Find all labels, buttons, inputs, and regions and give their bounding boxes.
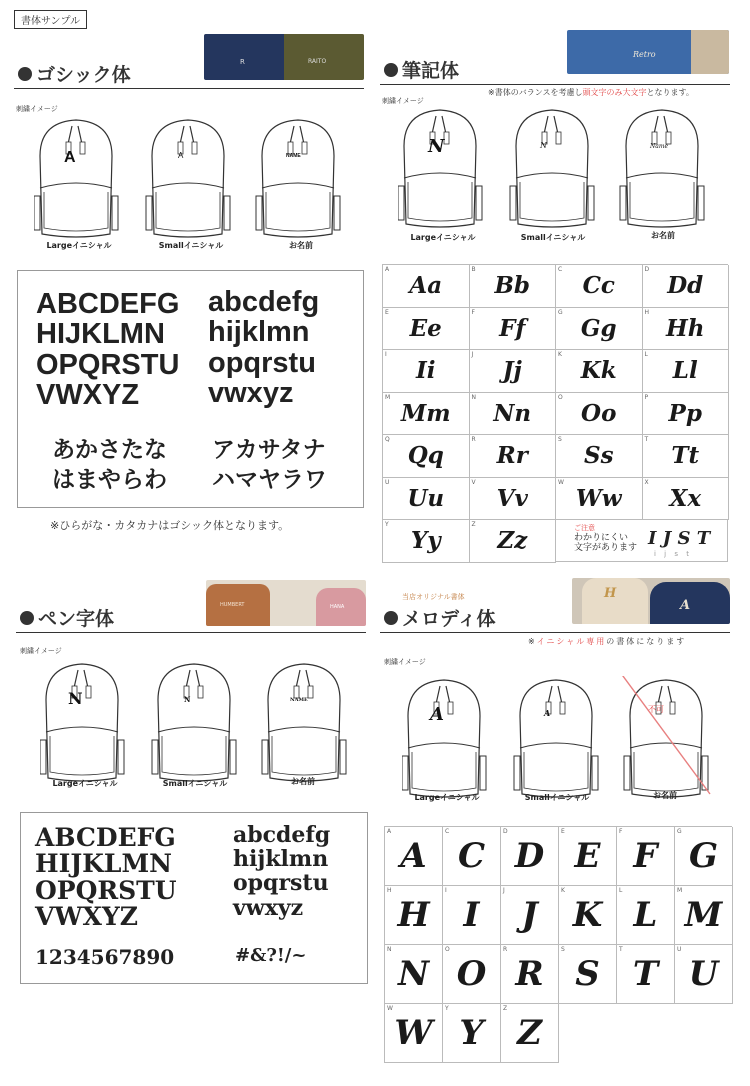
melody-cell-glyph: J — [521, 895, 538, 935]
gothic-line: abcdefg — [208, 286, 320, 318]
script-grid — [382, 264, 728, 563]
melody-cell-key: K — [561, 887, 565, 894]
script-cell-o — [556, 393, 643, 436]
gothic-note: ※ひらがな・カタカナはゴシック体となります。 — [50, 519, 290, 532]
backpack-name — [262, 664, 346, 781]
melody-cell-w — [385, 1004, 443, 1063]
gothic-photo — [204, 34, 364, 80]
melody-photo-text-2: A — [680, 598, 691, 613]
melody-cell-key: N — [387, 946, 392, 953]
script-cell-glyph: Tt — [671, 442, 700, 470]
script-cell-x — [643, 478, 730, 521]
melody-embroidery-label: 刺繍イメージ — [384, 658, 426, 666]
script-cell-key: B — [471, 266, 476, 273]
melody-cell-key: J — [503, 887, 505, 894]
script-cell-c — [556, 265, 643, 308]
script-cell-k — [556, 350, 643, 393]
gothic-kana-line: あかさたな — [52, 436, 167, 462]
melody-cell-u — [675, 945, 733, 1004]
melody-cell-f — [617, 827, 675, 886]
script-cell-h — [643, 308, 730, 351]
script-cell-m — [383, 393, 470, 436]
script-cell-n — [470, 393, 557, 436]
script-embroidery-label: 刺繍イメージ — [382, 97, 424, 105]
script-cell-key: W — [558, 478, 564, 486]
script-backpacks — [398, 106, 728, 236]
script-cell-key: S — [558, 436, 562, 443]
melody-cell-glyph: W — [394, 1013, 433, 1053]
melody-cell-t — [617, 945, 675, 1004]
script-cell-r — [470, 435, 557, 478]
script-cell-key: Q — [385, 436, 390, 443]
melody-cell-key: M — [677, 887, 683, 894]
backpack-small — [510, 110, 594, 227]
pen-line: HIJKLMN — [35, 849, 172, 879]
melody-cell-a — [385, 827, 443, 886]
melody-cell-key: Y — [445, 1005, 449, 1012]
script-cell-key: H — [644, 308, 650, 316]
melody-label-small: Smallイニシャル — [524, 793, 590, 802]
script-cell-glyph: Uu — [407, 484, 445, 512]
script-cell-glyph: Mm — [400, 399, 451, 427]
melody-cell-glyph: Z — [517, 1013, 542, 1053]
melody-cell-glyph: O — [456, 954, 487, 994]
gothic-label-name: お名前 — [289, 241, 313, 250]
pen-title: ペン字体 — [20, 604, 114, 631]
melody-cell-key: H — [387, 887, 392, 894]
script-photo — [567, 30, 729, 74]
script-cell-glyph: Ww — [575, 484, 622, 512]
script-cell-glyph: Dd — [667, 272, 704, 300]
melody-cell-key: A — [387, 828, 392, 835]
bp-small-initial: N — [540, 141, 547, 150]
script-cell-key: C — [558, 266, 563, 273]
script-cell-key: A — [385, 266, 390, 273]
melody-cell-glyph: N — [397, 954, 430, 994]
gothic-rule — [14, 88, 364, 89]
melody-cell-e — [559, 827, 617, 886]
confusing-caps: I J S T — [648, 528, 711, 549]
bp-name: NAME — [286, 153, 301, 159]
script-cell-glyph: Xx — [669, 484, 702, 512]
script-cell-glyph: Jj — [502, 357, 522, 385]
script-cell-key: K — [558, 351, 562, 358]
script-cell-glyph: Bb — [494, 272, 531, 300]
script-cell-f — [470, 308, 557, 351]
melody-cell-glyph: L — [633, 895, 658, 935]
melody-cell-glyph: M — [684, 895, 723, 935]
script-cell-t — [643, 435, 730, 478]
script-cell-y — [383, 520, 470, 563]
melody-cell-key: T — [619, 946, 623, 953]
melody-cell-key: W — [387, 1005, 393, 1012]
melody-cell-key: E — [561, 828, 565, 835]
melody-cell-key: U — [677, 946, 682, 953]
bp-small-initial: N — [184, 695, 191, 704]
script-cell-key: J — [471, 351, 474, 358]
melody-cell-key: C — [445, 828, 450, 835]
gothic-kana-line: ハマヤラワ — [212, 465, 327, 492]
gothic-kana-line: はまやらわ — [52, 465, 167, 492]
pen-photo-text-1: HUMBERT — [220, 602, 245, 608]
backpack-large — [402, 680, 486, 797]
bp-name: NAME — [290, 697, 308, 703]
pen-lower — [233, 823, 330, 920]
script-cell-key: M — [385, 393, 391, 401]
melody-cell-key: O — [445, 946, 450, 953]
script-cell-key: P — [644, 393, 649, 401]
script-cell-glyph: Kk — [580, 357, 617, 385]
script-cell-glyph: Vv — [496, 484, 528, 512]
pen-upper — [35, 825, 177, 930]
attention-title: ご注意 — [574, 524, 595, 532]
pen-photo-text-2: HANA — [330, 604, 345, 610]
backpack-name — [256, 120, 340, 237]
script-cell-b — [470, 265, 557, 308]
script-title: 筆記体 — [384, 56, 459, 83]
script-cell-w — [556, 478, 643, 521]
script-label-large: Largeイニシャル — [410, 233, 476, 242]
melody-cell-key: L — [619, 887, 623, 894]
attention-line: わかりにくい — [574, 533, 629, 543]
pen-label-small: Smallイニシャル — [162, 779, 228, 788]
script-cell-key: Y — [385, 521, 389, 528]
melody-cell-glyph: A — [400, 836, 427, 876]
melody-backpacks — [402, 676, 732, 806]
script-cell-d — [643, 265, 730, 308]
pen-digits: 1234567890 — [35, 945, 175, 969]
melody-cell-key: S — [561, 946, 565, 953]
backpack-name — [624, 680, 708, 797]
gothic-hiragana — [52, 435, 167, 495]
melody-cell-j — [501, 886, 559, 945]
melody-cell-s — [559, 945, 617, 1004]
gothic-line: OPQRSTU — [36, 348, 180, 381]
gothic-line: vwxyz — [208, 377, 294, 410]
script-cell-key: U — [385, 478, 390, 486]
gothic-backpacks — [34, 116, 364, 246]
melody-photo-text-1: H — [604, 586, 617, 601]
pen-line: abcdefg — [233, 822, 331, 848]
script-cell-a — [383, 265, 470, 308]
melody-pre-title: 当店オリジナル書体 — [402, 593, 465, 601]
script-cell-e — [383, 308, 470, 351]
melody-cell-glyph: R — [515, 954, 544, 994]
gothic-line: VWXYZ — [36, 379, 140, 412]
script-label-small: Smallイニシャル — [520, 233, 586, 242]
backpack-name — [620, 110, 704, 227]
script-label-name: お名前 — [651, 231, 675, 240]
gothic-katakana — [212, 435, 327, 495]
script-photo-text: Retro — [633, 50, 656, 59]
gothic-photo-text-2: RAITO — [308, 58, 327, 65]
melody-cell-glyph: U — [688, 954, 719, 994]
script-cell-glyph: Pp — [668, 399, 702, 427]
melody-cell-y — [443, 1004, 501, 1063]
script-cell-key: V — [471, 478, 476, 486]
melody-cell-glyph: D — [514, 836, 545, 876]
gothic-label-small: Smallイニシャル — [158, 241, 224, 250]
melody-cell-glyph: C — [457, 836, 486, 876]
gothic-line: hijklmn — [208, 316, 310, 349]
bp-large-initial: A — [64, 149, 76, 166]
script-cell-glyph: Yy — [410, 527, 441, 555]
melody-cell-glyph: E — [574, 836, 601, 876]
not-allowed-label: 不可 — [648, 705, 664, 714]
pen-line: hijklmn — [233, 846, 329, 873]
script-cell-key: Z — [471, 521, 476, 528]
melody-cell-key: I — [445, 887, 447, 894]
pen-line: OPQRSTU — [35, 875, 177, 905]
script-cell-key: R — [471, 436, 476, 443]
gothic-line: opqrstu — [208, 346, 316, 379]
bp-small-initial: A — [178, 151, 184, 160]
bp-small-initial: A — [544, 708, 551, 718]
gothic-photo-text-1: R — [240, 58, 245, 66]
script-cell-glyph: Aa — [409, 272, 443, 300]
script-cell-l — [643, 350, 730, 393]
melody-cell-key: R — [503, 946, 508, 953]
script-cell-p — [643, 393, 730, 436]
melody-cell-key: G — [677, 828, 682, 835]
melody-cell-k — [559, 886, 617, 945]
melody-cell-g — [675, 827, 733, 886]
melody-rule — [380, 632, 730, 633]
script-cell-glyph: Cc — [582, 272, 615, 300]
bp-name: Name — [650, 143, 669, 150]
bullet-icon — [18, 67, 32, 81]
melody-cell-glyph: Y — [459, 1013, 484, 1053]
melody-cell-glyph: G — [688, 836, 719, 876]
melody-cell-glyph: F — [633, 836, 658, 876]
gothic-upper — [36, 289, 179, 411]
script-cell-key: F — [471, 308, 475, 316]
pen-label-name: お名前 — [291, 777, 315, 786]
gothic-sample-box — [17, 270, 364, 508]
script-cell-glyph: Ss — [583, 442, 614, 470]
pen-symbols: #&?!/~ — [235, 945, 307, 966]
script-cell-key: T — [644, 436, 649, 443]
gothic-lower — [208, 287, 319, 409]
melody-cell-glyph: T — [632, 954, 659, 994]
script-cell-glyph: Hh — [666, 314, 705, 342]
melody-label-large: Largeイニシャル — [414, 793, 480, 802]
melody-cell-key: D — [503, 828, 508, 835]
script-cell-u — [383, 478, 470, 521]
script-attention — [556, 520, 728, 562]
pen-backpacks — [40, 660, 370, 790]
script-cell-glyph: Ll — [672, 357, 698, 385]
melody-cell-h — [385, 886, 443, 945]
melody-cell-c — [443, 827, 501, 886]
pen-line: VWXYZ — [35, 901, 138, 931]
script-cell-v — [470, 478, 557, 521]
script-rule — [380, 84, 730, 85]
script-cell-glyph: Qq — [407, 442, 444, 470]
melody-cell-i — [443, 886, 501, 945]
melody-cell-r — [501, 945, 559, 1004]
pen-sample-box — [20, 812, 368, 984]
script-cell-i — [383, 350, 470, 393]
script-cell-g — [556, 308, 643, 351]
backpack-small — [152, 664, 236, 781]
melody-photo — [572, 578, 730, 624]
backpack-large — [40, 664, 124, 781]
pen-line: ABCDEFG — [35, 823, 176, 852]
bullet-icon — [384, 611, 398, 625]
pen-embroidery-label: 刺繍イメージ — [20, 647, 62, 655]
gothic-line: HIJKLMN — [36, 318, 165, 351]
melody-cell-glyph: K — [572, 895, 603, 935]
script-cell-glyph: Oo — [581, 399, 617, 427]
bp-large-initial: N — [68, 689, 83, 708]
melody-cell-key: Z — [503, 1005, 508, 1012]
script-cell-z — [470, 520, 557, 563]
backpack-large — [398, 110, 482, 227]
script-cell-j — [470, 350, 557, 393]
melody-label-name: お名前 — [653, 791, 677, 800]
melody-cell-glyph: S — [575, 954, 600, 994]
backpack-small — [146, 120, 230, 237]
gothic-kana-line: アカサタナ — [212, 436, 326, 462]
bp-large-initial: N — [428, 136, 445, 157]
script-cell-q — [383, 435, 470, 478]
melody-grid — [384, 826, 732, 1063]
attention-line: 文字があります — [574, 543, 638, 554]
script-cell-s — [556, 435, 643, 478]
melody-cell-l — [617, 886, 675, 945]
script-cell-key: O — [558, 393, 563, 401]
script-cell-glyph: Rr — [496, 442, 528, 470]
melody-note: ※イニシャル専用の書体になります — [528, 637, 687, 646]
script-note: ※書体のバランスを考慮し頭文字のみ大文字となります。 — [488, 88, 694, 97]
backpack-small — [514, 680, 598, 797]
script-cell-glyph: Ii — [416, 357, 436, 385]
pen-rule — [16, 632, 366, 633]
bp-large-initial: A — [430, 704, 444, 725]
gothic-label-large: Largeイニシャル — [46, 241, 112, 250]
gothic-line: ABCDEFG — [36, 288, 180, 320]
bullet-icon — [20, 611, 34, 625]
melody-cell-glyph: I — [463, 895, 480, 935]
script-cell-glyph: Ee — [409, 314, 442, 342]
script-cell-glyph: Gg — [580, 314, 617, 342]
pen-label-large: Largeイニシャル — [52, 779, 118, 788]
script-cell-glyph: Ff — [499, 314, 526, 342]
backpack-large — [34, 120, 118, 237]
melody-cell-m — [675, 886, 733, 945]
pen-line: opqrstu — [233, 870, 329, 897]
script-cell-key: D — [644, 266, 650, 273]
bullet-icon — [384, 63, 398, 77]
melody-cell-o — [443, 945, 501, 1004]
script-cell-key: L — [644, 351, 648, 358]
script-cell-key: G — [558, 308, 563, 316]
script-cell-glyph: Nn — [493, 399, 532, 427]
melody-cell-key: F — [619, 828, 623, 835]
page-tag: 書体サンプル — [14, 10, 87, 29]
pen-line: vwxyz — [233, 894, 304, 921]
pen-photo — [206, 580, 366, 626]
gothic-title: ゴシック体 — [18, 60, 131, 87]
script-cell-glyph: Zz — [497, 527, 528, 555]
confusing-small: i j s t — [654, 550, 692, 558]
melody-cell-z — [501, 1004, 559, 1063]
melody-cell-d — [501, 827, 559, 886]
melody-cell-glyph: H — [397, 895, 430, 935]
script-cell-key: E — [385, 308, 389, 316]
melody-cell-n — [385, 945, 443, 1004]
script-cell-key: N — [471, 393, 476, 401]
melody-title: メロディ体 — [384, 604, 495, 631]
script-cell-key: I — [385, 351, 387, 358]
script-cell-key: X — [644, 478, 649, 486]
gothic-embroidery-label: 刺繍イメージ — [16, 105, 58, 113]
